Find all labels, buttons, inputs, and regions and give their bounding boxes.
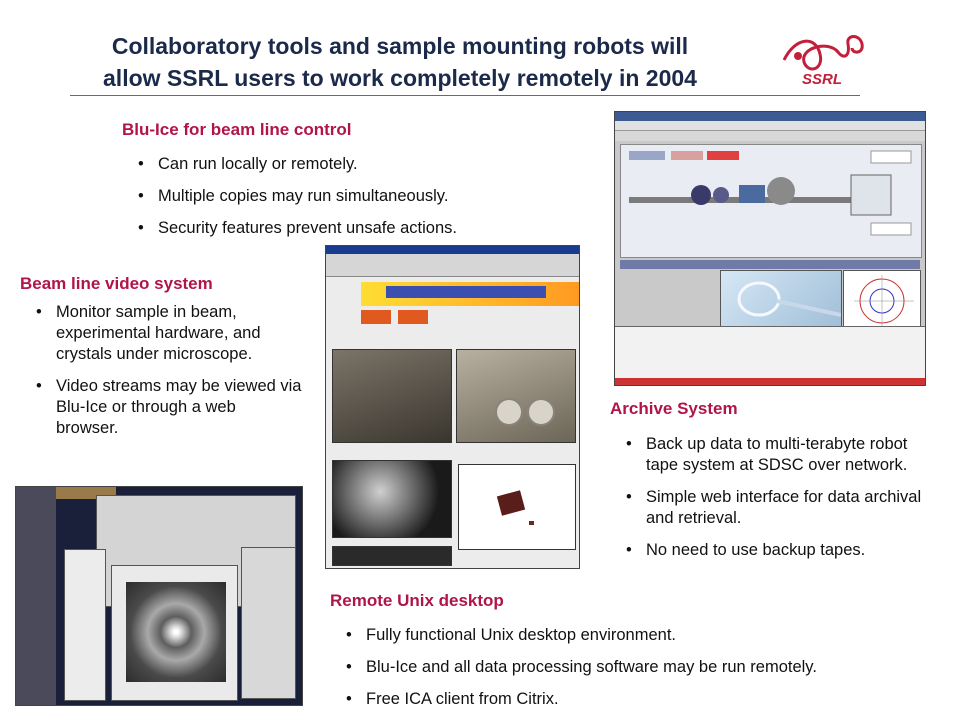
desktop-control-window xyxy=(241,547,296,699)
sample-camera-image xyxy=(332,460,452,538)
list-item: • Free ICA client from Citrix. xyxy=(340,689,955,710)
video-browser-screenshot xyxy=(325,245,580,569)
browser-toolbar xyxy=(326,254,579,277)
hutch-camera-image xyxy=(332,349,452,443)
control-panel-camera-image xyxy=(456,349,576,443)
diffraction-image xyxy=(126,582,226,682)
logo-lettering: SSRL xyxy=(801,71,843,88)
desktop-side-panel xyxy=(16,487,56,705)
video-bullets xyxy=(30,302,302,450)
list-item: • Fully functional Unix desktop environment. xyxy=(340,625,955,646)
list-item: • Back up data to multi-terabyte robot tape system at SDSC over network. xyxy=(620,434,940,476)
fixed-camera-image xyxy=(332,546,452,566)
screenshot-section-bar xyxy=(620,260,920,269)
title-line-1: Collaboratory tools and sample mounting robots will xyxy=(111,33,689,59)
unix-desktop-screenshot xyxy=(15,486,303,706)
list-item: • Blu-Ice and all data processing software may be run remotely. xyxy=(340,657,955,678)
desktop-file-list xyxy=(64,549,106,701)
browser-nav-button xyxy=(361,310,391,324)
archive-heading: Archive System xyxy=(610,399,738,418)
title-line-2: allow SSRL users to work completely remotely in 2004 xyxy=(103,65,697,91)
hutch-diagram xyxy=(620,144,922,258)
slide-title xyxy=(30,30,770,94)
list-item: • Multiple copies may run simultaneously. xyxy=(132,186,592,207)
video-heading: Beam line video system xyxy=(20,274,213,293)
screenshot-tabs xyxy=(615,131,925,141)
bluice-bullets xyxy=(132,154,592,250)
unix-heading: Remote Unix desktop xyxy=(330,591,504,610)
status-bar xyxy=(615,378,925,385)
microscope-camera-image xyxy=(458,464,576,550)
unix-bullets xyxy=(340,625,955,721)
bluice-heading: Blu-Ice for beam line control xyxy=(122,120,352,139)
list-item: • Simple web interface for data archival and retrieval. xyxy=(620,487,940,529)
list-item: • Can run locally or remotely. xyxy=(132,154,592,175)
browser-nav-button xyxy=(398,310,428,324)
screenshot-menubar xyxy=(615,121,925,131)
list-item: • No need to use backup tapes. xyxy=(620,540,940,561)
browser-titlebar xyxy=(326,246,579,254)
list-item: • Video streams may be viewed via Blu-Ice or through a web browser. xyxy=(30,376,302,439)
list-item: • Security features prevent unsafe actions. xyxy=(132,218,592,239)
screenshot-titlebar xyxy=(615,112,925,121)
browser-banner-logo xyxy=(386,286,546,298)
list-item: • Monitor sample in beam, experimental hardware, and crystals under microscope. xyxy=(30,302,302,365)
log-panel xyxy=(615,326,925,378)
ssrl-logo xyxy=(778,30,866,88)
archive-bullets xyxy=(620,434,940,572)
bluice-screenshot xyxy=(614,111,926,386)
title-divider xyxy=(70,95,860,96)
